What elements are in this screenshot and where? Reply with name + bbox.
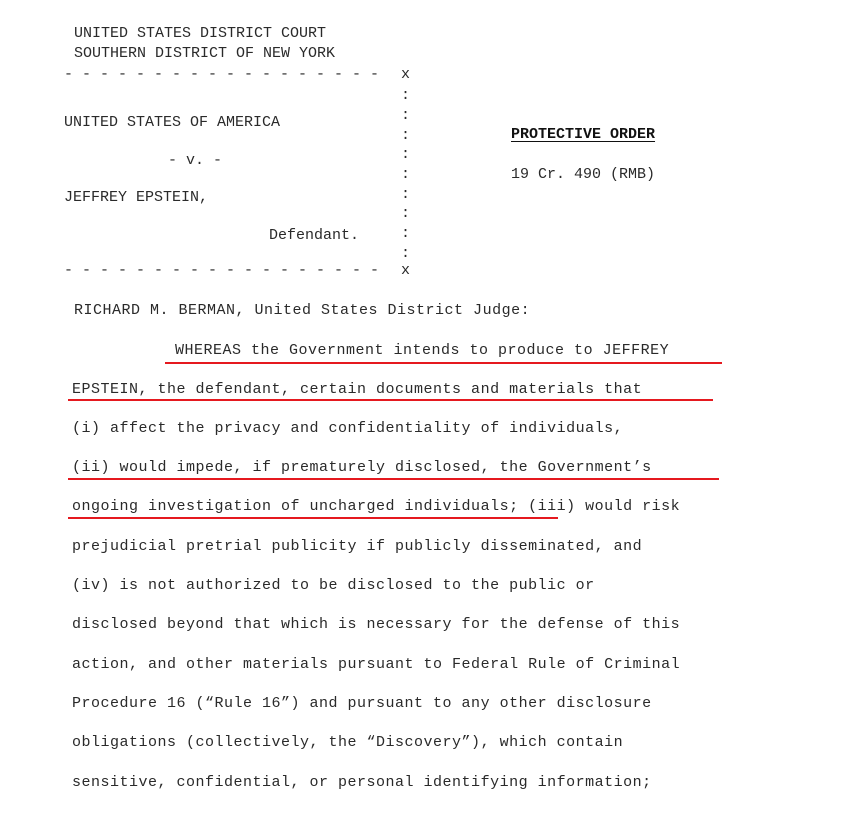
caption-bottom-dashes: - - - - - - - - - - - - - - - - - - [64, 262, 380, 279]
caption-colon: : [401, 186, 411, 203]
highlight-underline [68, 517, 558, 519]
body-line: ongoing investigation of uncharged individuals; (iii) would risk [72, 498, 681, 515]
body-line: (i) affect the privacy and confidentiality of individuals, [72, 420, 624, 437]
caption-colon: : [401, 245, 411, 262]
caption-bottom-corner-x: x [401, 262, 411, 279]
caption-top-dashes: - - - - - - - - - - - - - - - - - - [64, 66, 380, 83]
body-line: (ii) would impede, if prematurely disclosed, the Government’s [72, 459, 652, 476]
plaintiff-name: UNITED STATES OF AMERICA [64, 114, 281, 131]
case-number: 19 Cr. 490 (RMB) [511, 166, 656, 183]
judge-line: RICHARD M. BERMAN, United States District Judge: [74, 302, 531, 319]
caption-colon: : [401, 225, 411, 242]
caption-colon: : [401, 87, 411, 104]
body-line: WHEREAS the Government intends to produce to JEFFREY [175, 342, 670, 359]
caption-colon: : [401, 146, 411, 163]
body-line: action, and other materials pursuant to Federal Rule of Criminal [72, 656, 681, 673]
order-title: PROTECTIVE ORDER [511, 126, 656, 143]
caption-colon: : [401, 205, 411, 222]
body-line: (iv) is not authorized to be disclosed to the public or [72, 577, 595, 594]
body-line: obligations (collectively, the “Discovery”), which contain [72, 734, 624, 751]
highlight-underline [68, 399, 713, 401]
body-line: EPSTEIN, the defendant, certain documents and materials that [72, 381, 643, 398]
court-name-line2: SOUTHERN DISTRICT OF NEW YORK [74, 45, 336, 62]
defendant-label: Defendant. [269, 227, 360, 244]
caption-colon: : [401, 166, 411, 183]
defendant-name: JEFFREY EPSTEIN, [64, 189, 209, 206]
body-line: Procedure 16 (“Rule 16”) and pursuant to any other disclosure [72, 695, 652, 712]
body-line: sensitive, confidential, or personal identifying information; [72, 774, 652, 791]
caption-top-corner-x: x [401, 66, 411, 83]
highlight-underline [68, 478, 719, 480]
highlight-underline [165, 362, 722, 364]
versus-label: - v. - [168, 152, 223, 169]
body-line: prejudicial pretrial publicity if publicly disseminated, and [72, 538, 643, 555]
caption-colon: : [401, 127, 411, 144]
caption-colon: : [401, 107, 411, 124]
court-name-line1: UNITED STATES DISTRICT COURT [74, 25, 327, 42]
body-line: disclosed beyond that which is necessary for the defense of this [72, 616, 681, 633]
